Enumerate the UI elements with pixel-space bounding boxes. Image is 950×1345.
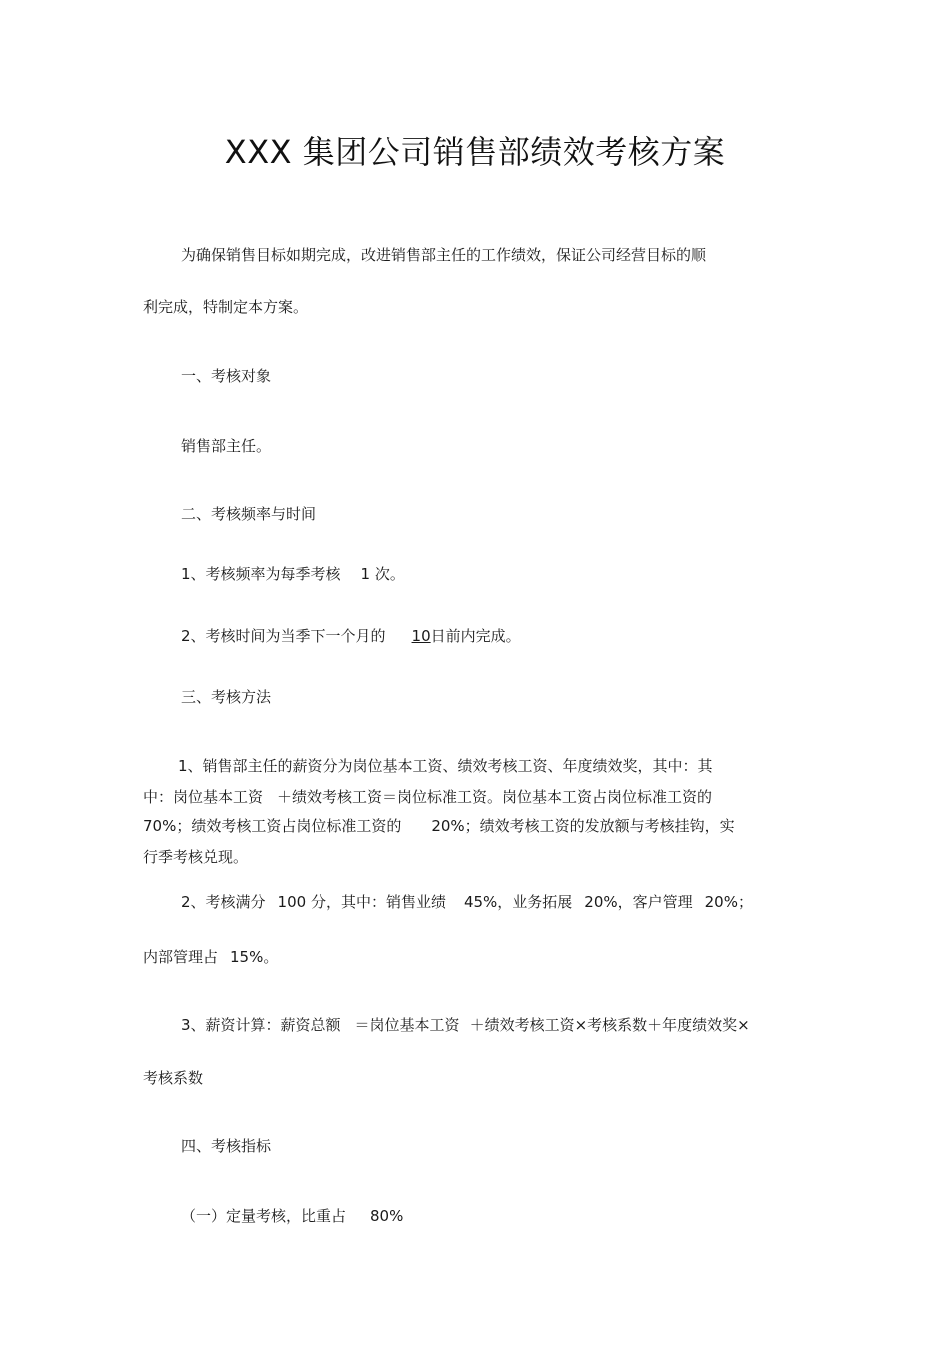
method-2-line-2 (143, 946, 278, 968)
method-1-line-3-b: 20%；绩效考核工资的发放额与考核挂钩，实 (431, 817, 735, 835)
method-1-line-1: 1、销售部主任的薪资分为岗位基本工资、绩效考核工资、年度绩效奖，其中：其 (178, 757, 713, 775)
method-2-line-2-b: 15%。 (230, 948, 279, 966)
method-3-a: 3、薪资计算：薪资总额 (181, 1016, 341, 1034)
method-1-line-3 (143, 815, 735, 837)
item-2-text: 2、考核时间为当季下一个月的 (181, 627, 386, 645)
item-1-text: 1、考核频率为每季考核 (181, 565, 341, 583)
method-2-line-1 (181, 891, 753, 913)
sub-1-text: （一）定量考核，比重占 (181, 1207, 347, 1225)
method-3-line-1 (181, 1014, 750, 1036)
section-2-item-2 (181, 625, 521, 647)
intro-line-1: 为确保销售目标如期完成，改进销售部主任的工作绩效，保证公司经营目标的顺 (181, 246, 707, 264)
method-2-c: 45%，业务拓展 (463, 893, 573, 911)
document-title: XXX 集团公司销售部绩效考核方案 (224, 133, 726, 171)
method-2-line-2-a: 内部管理占 (143, 948, 219, 966)
item-2-text-end: 日前内完成。 (430, 627, 521, 645)
method-2-d: 20%，客户管理 (584, 893, 693, 911)
sub-1-weight: 80% (370, 1207, 404, 1225)
item-2-day-number: 10 (411, 627, 431, 645)
method-1-line-2-a: 中：岗位基本工资 (143, 788, 264, 806)
section-1-body: 销售部主任。 (181, 437, 272, 455)
intro-line-2: 利完成，特制定本方案。 (143, 298, 309, 316)
method-1-line-4: 行季考核兑现。 (143, 848, 249, 866)
method-2-a: 2、考核满分 (181, 893, 266, 911)
method-3-c: ＋绩效考核工资×考核系数＋年度绩效奖× (469, 1016, 750, 1034)
section-2-heading: 二、考核频率与时间 (181, 505, 317, 523)
method-2-b: 100 分，其中：销售业绩 (277, 893, 446, 911)
section-2-item-1 (181, 563, 405, 585)
item-1-count: 1 次。 (360, 565, 405, 583)
section-3-heading: 三、考核方法 (181, 688, 272, 706)
method-3-line-2: 考核系数 (143, 1069, 204, 1087)
method-3-b: ＝岗位基本工资 (354, 1016, 460, 1034)
method-1-line-3-a: 70%；绩效考核工资占岗位标准工资的 (143, 817, 402, 835)
section-4-heading: 四、考核指标 (181, 1137, 272, 1155)
method-2-e: 20%； (704, 893, 753, 911)
method-1-line-2 (143, 786, 712, 808)
method-1-line-2-b: ＋绩效考核工资＝岗位标准工资。岗位基本工资占岗位标准工资的 (277, 788, 713, 806)
section-4-sub-1 (181, 1205, 403, 1227)
section-1-heading: 一、考核对象 (181, 367, 272, 385)
